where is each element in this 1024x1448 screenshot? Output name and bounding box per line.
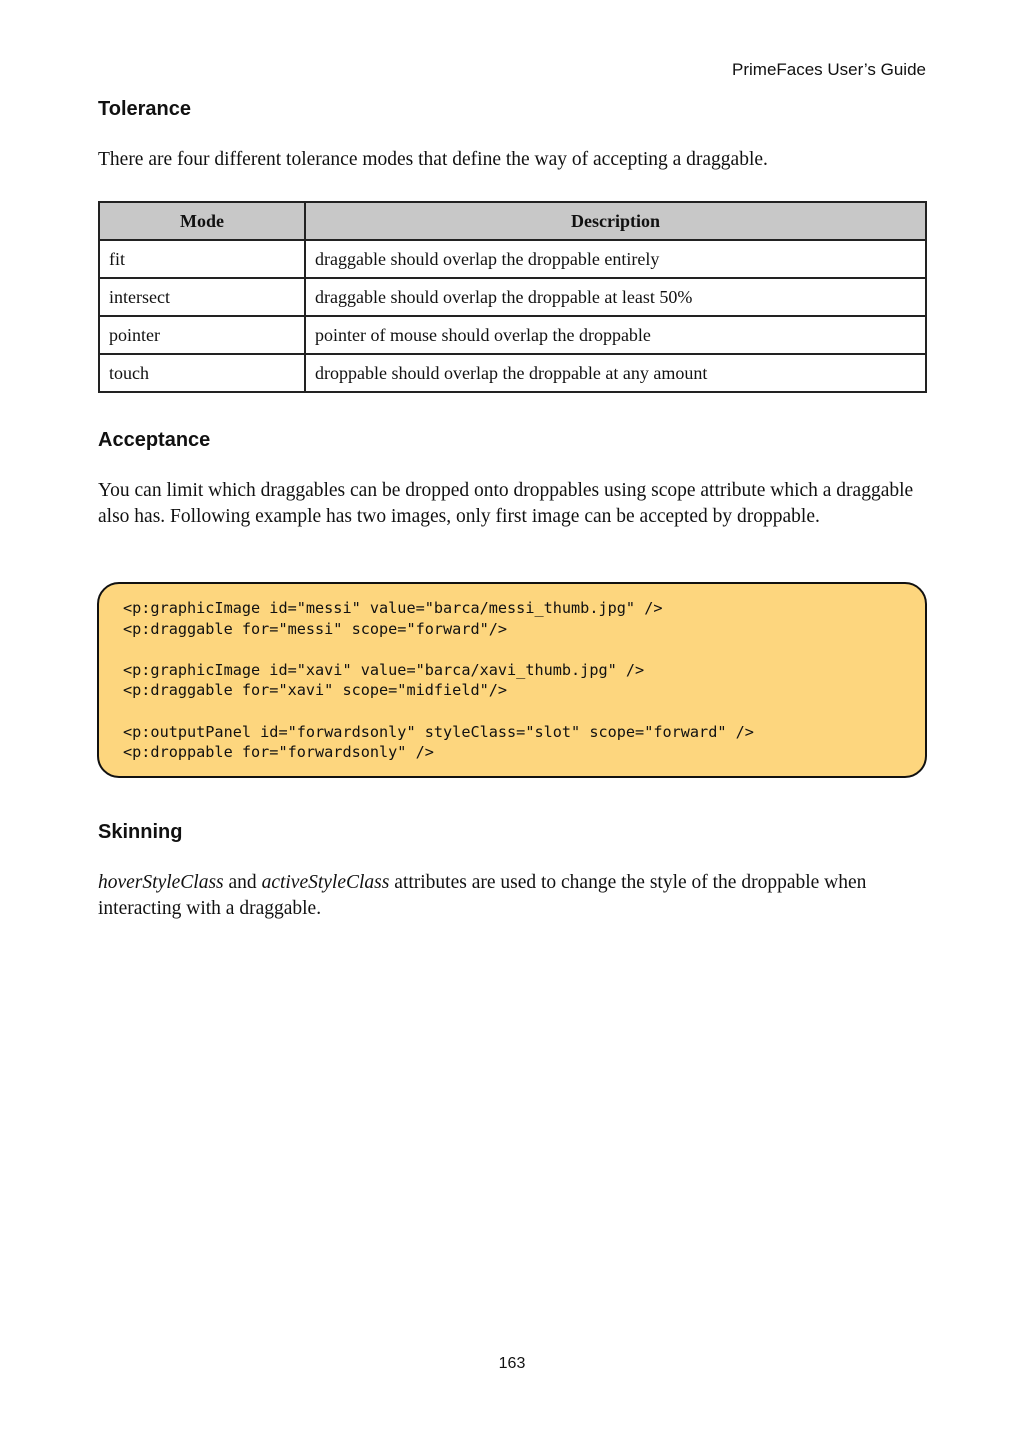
description-cell: pointer of mouse should overlap the droppable <box>305 316 926 354</box>
code-line: <p:graphicImage id="xavi" value="barca/xavi_thumb.jpg" /> <box>123 660 645 679</box>
mode-column-header: Mode <box>99 202 305 240</box>
mode-cell: intersect <box>99 278 305 316</box>
description-column-header: Description <box>305 202 926 240</box>
description-cell: draggable should overlap the droppable at least 50% <box>305 278 926 316</box>
skinning-rest: attributes are used to change the style of the droppable when interacting with a draggable. <box>98 872 867 919</box>
code-line <box>123 701 901 722</box>
acceptance-heading: Acceptance <box>98 429 211 451</box>
code-line: <p:draggable for="xavi" scope="midfield"/> <box>123 681 508 700</box>
active-style-class-attr: activeStyleClass <box>261 872 390 893</box>
description-cell: droppable should overlap the droppable at any amount <box>305 354 926 392</box>
table-row <box>99 240 926 278</box>
skinning-and: and <box>223 872 262 893</box>
acceptance-intro: You can limit which draggables can be dropped onto droppables using scope attribute which a draggable also has. Following example has two images, only first image can be accepted by droppable. <box>98 480 914 527</box>
page-number: 163 <box>498 1355 526 1372</box>
hover-style-class-attr: hoverStyleClass <box>98 872 224 893</box>
mode-cell: pointer <box>99 316 305 354</box>
mode-cell: fit <box>99 240 305 278</box>
code-line: <p:draggable for="messi" scope="forward"/> <box>123 619 508 638</box>
skinning-heading: Skinning <box>98 821 183 843</box>
code-line: <p:droppable for="forwardsonly" /> <box>123 743 434 762</box>
tolerance-table <box>98 201 927 393</box>
code-line: <p:outputPanel id="forwardsonly" styleClass="slot" scope="forward" /> <box>123 722 754 741</box>
tolerance-intro: There are four different tolerance modes that define the way of accepting a draggable. <box>98 149 768 170</box>
table-row <box>99 278 926 316</box>
table-header-row <box>99 202 926 240</box>
code-line: <p:graphicImage id="messi" value="barca/messi_thumb.jpg" /> <box>123 599 663 617</box>
tolerance-heading: Tolerance <box>98 98 191 120</box>
code-line <box>123 639 901 660</box>
running-header: PrimeFaces User’s Guide <box>732 60 926 79</box>
table-row <box>99 316 926 354</box>
code-example-box <box>97 582 927 778</box>
mode-cell: touch <box>99 354 305 392</box>
skinning-text <box>98 870 928 922</box>
description-cell: draggable should overlap the droppable entirely <box>305 240 926 278</box>
table-row <box>99 354 926 392</box>
